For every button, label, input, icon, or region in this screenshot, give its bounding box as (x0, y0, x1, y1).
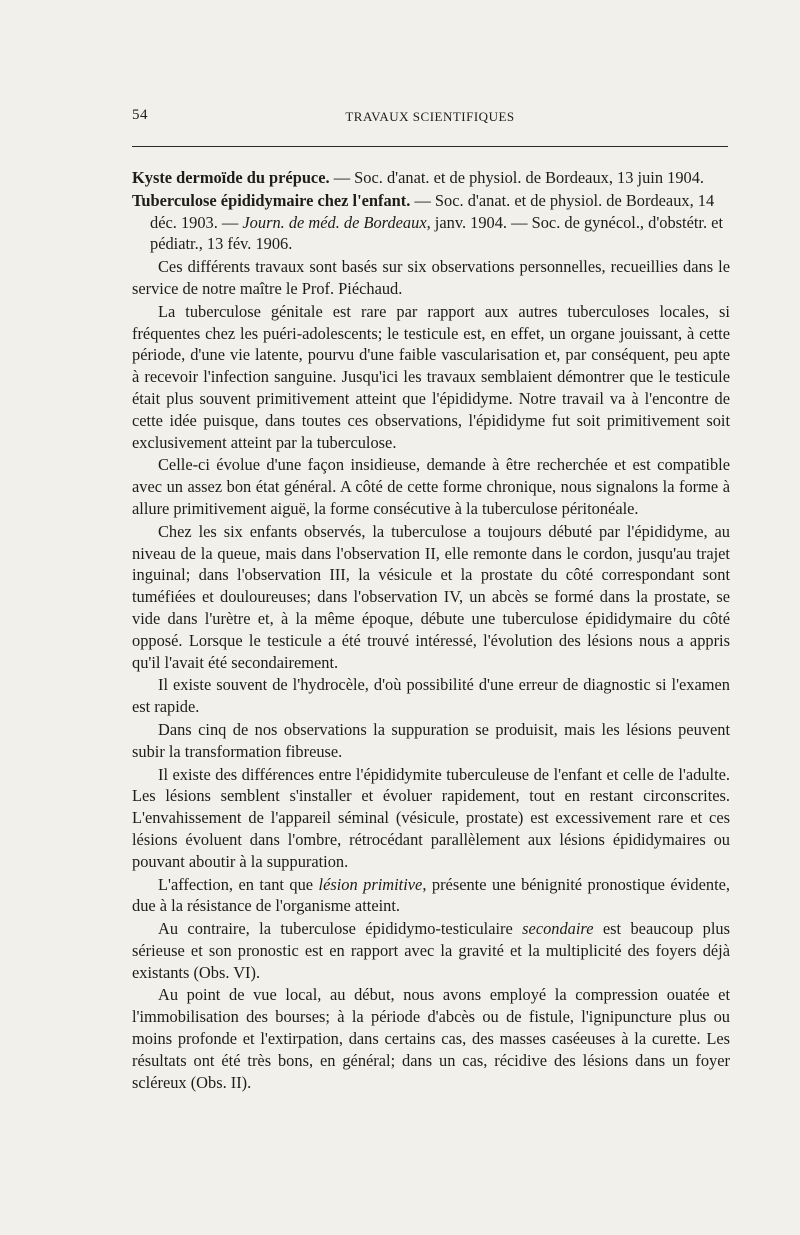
paragraph: Il existe souvent de l'hydrocèle, d'où possibilité d'une erreur de diagnostic si l'examen est rapide. (132, 675, 730, 717)
reference-citation: , janv. 1904. — Soc. de gynécol., d'obstétr. et pédiatr., 13 fév. 1906. (150, 212, 724, 254)
emphasis-text: lésion primitive (318, 874, 423, 894)
header-rule (132, 146, 728, 147)
page-header (132, 107, 728, 129)
paragraph-text: est beaucoup plus sérieuse et son pronostic est en rapport avec la gravité et la multiplicité des foyers déjà existants (Obs. VI). (132, 919, 730, 982)
running-title: TRAVAUX SCIENTIFIQUES (345, 109, 515, 124)
reference-citation: — Soc. d'anat. et de physiol. de Bordeaux, 14 déc. 1903. — (150, 190, 715, 232)
page-number: 54 (132, 107, 148, 123)
paragraph-text: Au contraire, la tuberculose épididymo-testiculaire (158, 919, 523, 939)
reference-entry (132, 167, 730, 189)
paragraph-text: , présente une bénignité pronostique évidente, due à la résistance de l'organisme atteint. (132, 874, 730, 916)
reference-title: Kyste dermoïde du prépuce. (132, 168, 330, 187)
reference-title: Tuberculose épididymaire chez l'enfant. (132, 190, 411, 210)
paragraph: Celle-ci évolue d'une façon insidieuse, demande à être recherchée et est compatible avec un assez bon état général. A côté de cette forme chronique, nous signalons la forme à allure primitivement aiguë, la forme consécutive à la tuberculose péritonéale. (132, 455, 730, 518)
paragraph: Dans cinq de nos observations la suppuration se produisit, mais les lésions peuvent subir la transformation fibreuse. (132, 719, 730, 761)
paragraph: Chez les six enfants observés, la tuberculose a toujours débuté par l'épididyme, au niveau de la queue, mais dans l'observation II, elle remonte dans le cordon, jusqu'au trajet inguinal; dans l'observation III, la vésicule et la prostate du côté correspondant sont tuméfiées et douloureuses; dans l'observation IV, un abcès se formé dans la prostate, se vide dans l'urètre et, à la même époque, débute une tuberculose épididymaire du côté opposé. Lorsque le testicule a été trouvé intéressé, l'évolution des lésions nous a appris qu'il l'avait été secondairement. (132, 521, 730, 672)
paragraph (132, 874, 730, 918)
reference-citation: — Soc. d'anat. et de physiol. de Bordeaux, 13 juin 1904. (329, 168, 705, 187)
paragraph: Ces différents travaux sont basés sur six observations personnelles, recueillies dans le service de notre maître le Prof. Piéchaud. (132, 257, 730, 298)
emphasis-text: secondaire (522, 919, 594, 939)
paragraph (132, 918, 730, 983)
document-body (132, 167, 730, 1094)
reference-entry (132, 190, 730, 255)
journal-name: Journ. de méd. de Bordeaux (242, 212, 427, 232)
paragraph: Au point de vue local, au début, nous avons employé la compression ouatée et l'immobilisation des bourses; à la période d'abcès ou de fistule, l'ignipuncture plus ou moins profonde et l'extirpation, dans certains cas, des masses caséeuses à la curette. Les résultats ont été très bons, en général; dans un cas, récidive des lésions dans un foyer scléreux (Obs. II). (132, 985, 730, 1092)
paragraph: La tuberculose génitale est rare par rapport aux autres tuberculoses locales, si fréquentes chez les puéri-adolescents; le testicule est, en effet, un organe jouissant, à cette période, d'une vie latente, pourvu d'une faible vascularisation et, par conséquent, peu apte à recevoir l'infection sanguine. Jusqu'ici les travaux semblaient démontrer que le testicule était plus souvent primitivement atteint que l'épididyme. Notre travail va à l'encontre de cette idée puisque, dans toutes ces observations, l'épididyme fut soit primitivement soit exclusivement atteint par la tuberculose. (132, 301, 730, 452)
paragraph: Il existe des différences entre l'épididymite tuberculeuse de l'enfant et celle de l'adulte. Les lésions semblent s'installer et évoluer rapidement, tout en restant circonscrites. L'envahissement de l'appareil séminal (vésicule, prostate) est excessivement rare et ces lésions évoluent dans l'ombre, rétrocédant parallèlement aux lésions épididymaires ou pouvant aboutir à la suppuration. (132, 764, 730, 871)
paragraph-text: L'affection, en tant que (158, 874, 319, 894)
